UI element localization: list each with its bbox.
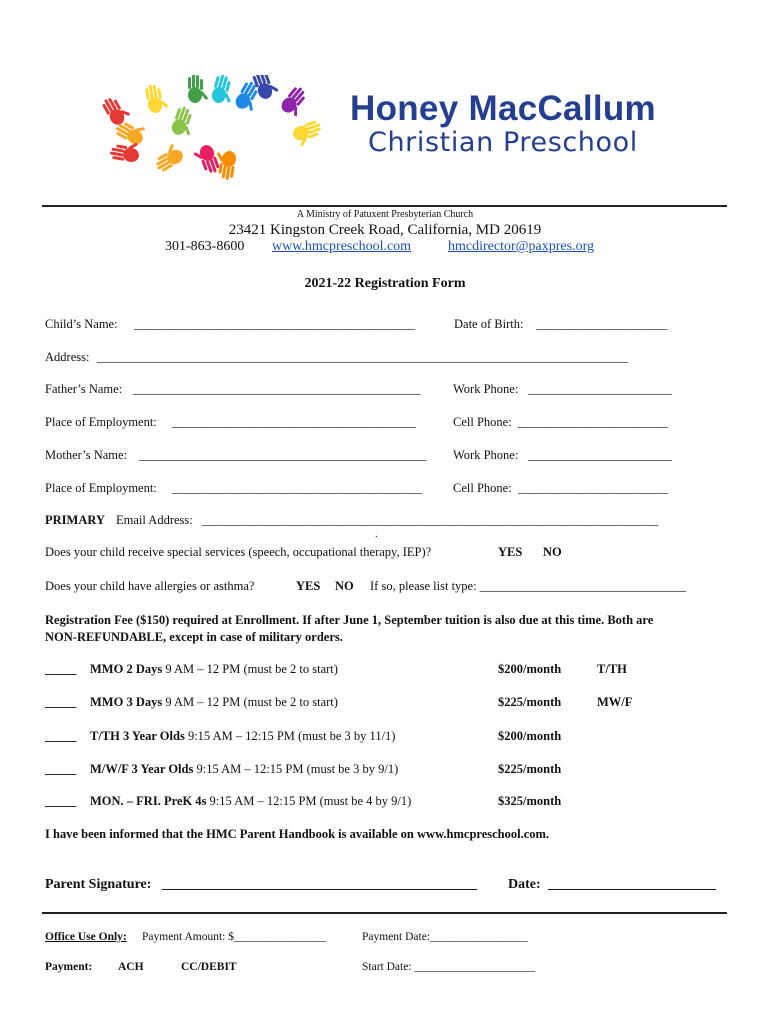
handprint-icon	[100, 92, 132, 127]
parent-signature-field[interactable]: _____________________________________________	[162, 877, 477, 892]
fee-notice-line1: Registration Fee ($150) required at Enrollment. If after June 1, September tuition is also due at this time. Both are	[45, 613, 654, 627]
address-field[interactable]: _____________________________________________________________________________________	[97, 350, 629, 364]
father-employment-field[interactable]: _______________________________________	[172, 415, 416, 429]
program-price: $325/month	[498, 794, 562, 808]
program-description: T/TH 3 Year Olds 9:15 AM – 12:15 PM (must be 3 by 11/1)	[90, 729, 396, 743]
start-date-field[interactable]: Start Date: _____________________	[362, 961, 536, 973]
allergy-list-field[interactable]: If so, please list type: _________________________________	[370, 579, 686, 593]
program-select-blank[interactable]: _____	[45, 695, 77, 709]
dob-label: Date of Birth:	[454, 317, 524, 331]
handprint-icon	[150, 141, 185, 173]
program-description: MON. – FRI. PreK 4s 9:15 AM – 12:15 PM (must be 4 by 9/1)	[90, 794, 412, 808]
program-description: MMO 3 Days 9 AM – 12 PM (must be 2 to start)	[90, 695, 338, 709]
payment-label: Payment:	[45, 961, 93, 973]
special-services-no[interactable]: NO	[543, 545, 562, 559]
handprint-icon	[278, 84, 312, 119]
child-name-field[interactable]: _____________________________________________	[134, 317, 416, 331]
child-name-label: Child’s Name:	[45, 317, 118, 331]
special-services-question: Does your child receive special services (speech, occupational therapy, IEP)?	[45, 545, 432, 559]
primary-label: PRIMARY	[45, 513, 105, 527]
father-cell-phone-label: Cell Phone:	[453, 415, 512, 429]
handprint-icon	[144, 82, 169, 114]
signature-date-field[interactable]: ________________________	[548, 877, 716, 892]
office-top-rule	[42, 912, 727, 914]
program-select-blank[interactable]: _____	[45, 762, 77, 776]
parent-signature-label: Parent Signature:	[45, 877, 152, 892]
handprints-graphic	[95, 75, 335, 180]
email-address-label: Email Address:	[116, 513, 193, 527]
program-select-blank[interactable]: _____	[45, 662, 77, 676]
email-address-field[interactable]: _________________________________________________________________________	[202, 513, 659, 527]
program-select-blank[interactable]: _____	[45, 794, 77, 808]
program-select-blank[interactable]: _____	[45, 729, 77, 743]
mother-work-phone-label: Work Phone:	[453, 448, 519, 462]
father-work-phone-label: Work Phone:	[453, 382, 519, 396]
mother-employment-field[interactable]: ________________________________________	[172, 481, 422, 495]
fee-notice-line2: NON-REFUNDABLE, except in case of military orders.	[45, 630, 343, 644]
mother-name-field[interactable]: ______________________________________________	[139, 448, 427, 462]
handprint-icon	[251, 75, 280, 101]
dob-field[interactable]: _____________________	[536, 317, 668, 331]
allergy-no[interactable]: NO	[335, 579, 354, 593]
program-description: M/W/F 3 Year Olds 9:15 AM – 12:15 PM (must be 3 by 9/1)	[90, 762, 399, 776]
website-link[interactable]: www.hmcpreschool.com	[272, 239, 412, 254]
special-services-yes[interactable]: YES	[498, 545, 523, 559]
program-description: MMO 2 Days 9 AM – 12 PM (must be 2 to start)	[90, 662, 338, 676]
program-days: T/TH	[597, 662, 627, 676]
father-name-label: Father’s Name:	[45, 382, 123, 396]
header-top-rule	[42, 205, 727, 207]
handprint-icon	[210, 75, 237, 106]
mother-cell-phone-field[interactable]: ________________________	[518, 481, 668, 495]
handprint-icon	[291, 119, 325, 148]
handbook-notice: I have been informed that the HMC Parent Handbook is available on www.hmcpreschool.com.	[45, 827, 550, 841]
payment-date-field[interactable]: Payment Date:_________________	[362, 931, 528, 943]
father-employment-label: Place of Employment:	[45, 415, 157, 429]
program-price: $225/month	[498, 695, 562, 709]
payment-ach-option[interactable]: ACH	[118, 961, 144, 973]
email-link[interactable]: hmcdirector@paxpres.org	[448, 239, 594, 254]
school-phone: 301-863-8600	[165, 239, 245, 254]
father-work-phone-field[interactable]: _______________________	[528, 382, 672, 396]
handprint-icon	[192, 143, 221, 177]
logo-title: Honey MacCallum	[350, 89, 656, 128]
logo-subtitle: Christian Preschool	[368, 127, 638, 158]
allergy-yes[interactable]: YES	[296, 579, 321, 593]
handprint-icon	[188, 75, 208, 103]
office-use-label: Office Use Only:	[45, 931, 127, 943]
payment-amount-field[interactable]: Payment Amount: $________________	[142, 931, 326, 943]
father-cell-phone-field[interactable]: ________________________	[518, 415, 668, 429]
program-price: $200/month	[498, 662, 562, 676]
ministry-line: A Ministry of Patuxent Presbyterian Church	[296, 209, 474, 220]
mother-cell-phone-label: Cell Phone:	[453, 481, 512, 495]
signature-date-label: Date:	[508, 877, 541, 892]
payment-cc-option[interactable]: CC/DEBIT	[181, 961, 237, 973]
program-days: MW/F	[597, 695, 633, 709]
mother-employment-label: Place of Employment:	[45, 481, 157, 495]
address-label: Address:	[45, 350, 90, 364]
father-name-field[interactable]: ______________________________________________	[133, 382, 421, 396]
allergy-question: Does your child have allergies or asthma?	[45, 579, 255, 593]
program-price: $225/month	[498, 762, 562, 776]
mother-work-phone-field[interactable]: _______________________	[528, 448, 672, 462]
program-price: $200/month	[498, 729, 562, 743]
handprint-icon	[170, 105, 199, 139]
mother-name-label: Mother’s Name:	[45, 448, 128, 462]
school-address: 23421 Kingston Creek Road, California, MD 20619	[228, 222, 542, 238]
form-title: 2021-22 Registration Form	[304, 276, 466, 291]
stray-dot: .	[375, 528, 378, 540]
